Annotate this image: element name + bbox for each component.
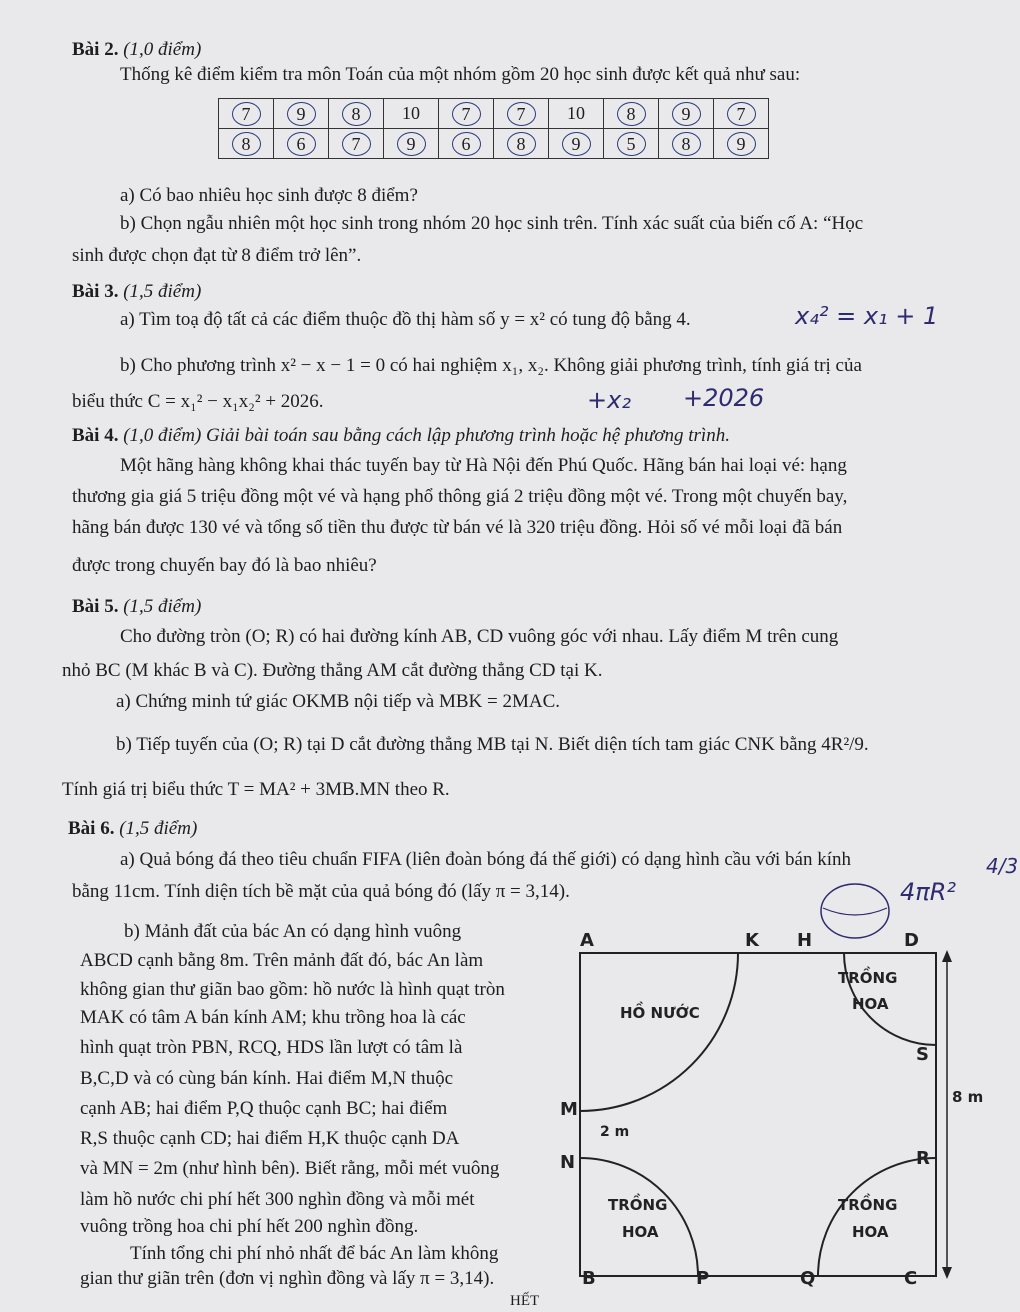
bai2-heading	[72, 38, 201, 62]
handwritten-sphere-sketch	[815, 880, 895, 942]
cell-value: 5	[617, 132, 646, 156]
point-p: P	[696, 1268, 710, 1289]
point-c: C	[904, 1268, 918, 1289]
point-m: M	[560, 1099, 578, 1120]
bai5-heading	[72, 595, 201, 619]
table-cell	[329, 99, 384, 129]
table-row	[219, 99, 769, 129]
point-q: Q	[800, 1268, 816, 1289]
flower-arc-c	[818, 1158, 936, 1276]
cell-value: 7	[452, 102, 481, 126]
cell-value: 6	[452, 132, 481, 156]
handwritten-note-2: +x₂	[587, 386, 631, 414]
cell-value: 7	[727, 102, 756, 126]
bai3-question-a: a) Tìm toạ độ tất cả các điểm thuộc đồ thị hàm số y = x² có tung độ bằng 4.	[120, 309, 691, 330]
cell-value: 7	[507, 102, 536, 126]
cell-value: 8	[232, 132, 261, 156]
cell-value: 6	[287, 132, 316, 156]
table-cell	[549, 99, 604, 129]
bai6-b-line: gian thư giãn trên (đơn vị nghìn đồng và lấy π = 3,14).	[80, 1268, 495, 1289]
bai3-heading	[72, 280, 201, 304]
pond-arc	[580, 953, 738, 1111]
bai3-question-b-line2: biểu thức C = x₁² − x₁x₂² + 2026.	[72, 391, 324, 412]
handwritten-note-1: x₄² = x₁ + 1	[795, 302, 939, 330]
score-table	[218, 98, 769, 159]
point-a: A	[580, 930, 594, 951]
flower-label-c-2: HOA	[852, 1223, 889, 1241]
garden-figure	[560, 920, 1000, 1292]
bai5-question-a: a) Chứng minh tứ giác OKMB nội tiếp và MBK = 2MAC.	[116, 691, 561, 712]
bai5-question-b-line2: Tính giá trị biểu thức T = MA² + 3MB.MN theo R.	[62, 779, 450, 800]
table-cell	[439, 99, 494, 129]
bai6-question-a-line1: a) Quả bóng đá theo tiêu chuẩn FIFA (liên đoàn bóng đá thế giới) có dạng hình cầu với bán kính	[120, 849, 852, 870]
bai3-score: (1,5 điểm)	[123, 281, 202, 302]
footer-end: HẾT	[510, 1293, 540, 1309]
table-cell	[714, 99, 769, 129]
bai6-question-a-line2: bằng 11cm. Tính diện tích bề mặt của quả bóng đó (lấy π = 3,14).	[72, 881, 570, 902]
bai5-score: (1,5 điểm)	[123, 596, 202, 617]
cell-value: 7	[342, 132, 371, 156]
table-cell	[549, 129, 604, 159]
point-b: B	[582, 1268, 596, 1289]
point-k: K	[745, 930, 759, 951]
handwritten-note-4: 4πR²	[900, 878, 957, 906]
point-h: H	[797, 930, 813, 951]
table-cell	[219, 99, 274, 129]
flower-label-c-1: TRỒNG	[838, 1196, 898, 1214]
bai6-b-line: R,S thuộc cạnh CD; hai điểm H,K thuộc cạnh DA	[80, 1128, 460, 1149]
table-cell	[384, 129, 439, 159]
table-cell	[219, 129, 274, 159]
bai6-b-line: b) Mảnh đất của bác An có dạng hình vuông	[124, 921, 462, 942]
point-s: S	[916, 1044, 929, 1065]
bai6-b-line: làm hồ nước chi phí hết 300 nghìn đồng và mỗi mét	[80, 1189, 475, 1210]
bai6-b-line: ABCD cạnh bằng 8m. Trên mảnh đất đó, bác An làm	[80, 950, 484, 971]
cell-value: 9	[562, 132, 591, 156]
bai4-line4: được trong chuyến bay đó là bao nhiêu?	[72, 555, 377, 576]
bai6-b-line: vuông trồng hoa chi phí hết 200 nghìn đồng.	[80, 1216, 419, 1237]
bai3-question-b-line1: b) Cho phương trình x² − x − 1 = 0 có hai nghiệm x₁, x₂. Không giải phương trình, tính giá trị của	[120, 355, 862, 376]
table-cell	[604, 99, 659, 129]
bai6-b-line: Tính tổng chi phí nhỏ nhất để bác An làm không	[130, 1243, 499, 1264]
flower-label-b-1: TRỒNG	[608, 1196, 668, 1214]
cell-value: 8	[507, 132, 536, 156]
cell-value: 7	[232, 102, 261, 126]
bai2-question-b-line1: b) Chọn ngẫu nhiên một học sinh trong nhóm 20 học sinh trên. Tính xác suất của biến cố A: “Học	[120, 213, 864, 234]
cell-value: 10	[402, 103, 420, 123]
bai2-question-b-line2: sinh được chọn đạt từ 8 điểm trở lên”.	[72, 245, 362, 266]
bai5-line2: nhỏ BC (M khác B và C). Đường thẳng AM cắt đường thẳng CD tại K.	[62, 660, 603, 681]
point-n: N	[560, 1152, 576, 1173]
cell-value: 10	[567, 103, 585, 123]
cell-value: 9	[672, 102, 701, 126]
handwritten-note-5: 4/3	[986, 854, 1019, 878]
cell-value: 8	[672, 132, 701, 156]
table-cell	[714, 129, 769, 159]
table-cell	[659, 99, 714, 129]
bai6-b-line: hình quạt tròn PBN, RCQ, HDS lần lượt có tâm là	[80, 1037, 463, 1058]
bai6-b-line: và MN = 2m (như hình bên). Biết rằng, mỗi mét vuông	[80, 1158, 500, 1179]
bai4-line1: Một hãng hàng không khai thác tuyến bay từ Hà Nội đến Phú Quốc. Hãng bán hai loại vé: hạng	[120, 455, 847, 476]
bai6-b-line: cạnh AB; hai điểm P,Q thuộc cạnh BC; hai điểm	[80, 1098, 448, 1119]
cell-value: 9	[727, 132, 756, 156]
bai3-title: Bài 3.	[72, 281, 119, 302]
cell-value: 8	[617, 102, 646, 126]
table-cell	[274, 99, 329, 129]
table-row	[219, 129, 769, 159]
bai5-line1: Cho đường tròn (O; R) có hai đường kính AB, CD vuông góc với nhau. Lấy điểm M trên cung	[120, 626, 839, 647]
mn-length-label: 2 m	[600, 1124, 630, 1140]
point-r: R	[916, 1148, 930, 1169]
bai2-question-a: a) Có bao nhiêu học sinh được 8 điểm?	[120, 185, 418, 206]
table-cell	[604, 129, 659, 159]
table-cell	[384, 99, 439, 129]
bai6-b-line: B,C,D và có cùng bán kính. Hai điểm M,N thuộc	[80, 1068, 454, 1089]
point-d: D	[904, 930, 919, 951]
table-cell	[494, 129, 549, 159]
arrow-down-icon	[942, 1267, 952, 1279]
table-cell	[659, 129, 714, 159]
bai4-score: (1,0 điểm) Giải bài toán sau bằng cách lập phương trình hoặc hệ phương trình.	[123, 425, 730, 446]
pond-label: HỒ NƯỚC	[620, 1004, 700, 1022]
bai2-score: (1,0 điểm)	[123, 39, 202, 60]
table-cell	[329, 129, 384, 159]
flower-label-d-1: TRỒNG	[838, 969, 898, 987]
table-cell	[439, 129, 494, 159]
side-length-label: 8 m	[952, 1088, 984, 1106]
bai2-title: Bài 2.	[72, 39, 119, 60]
table-cell	[494, 99, 549, 129]
cell-value: 9	[287, 102, 316, 126]
bai6-heading	[68, 817, 197, 841]
handwritten-note-3: +2026	[683, 384, 765, 412]
bai4-line2: thương gia giá 5 triệu đồng một vé và hạng phổ thông giá 2 triệu đồng một vé. Trong một chuyến bay,	[72, 486, 848, 507]
bai5-question-b-line1: b) Tiếp tuyến của (O; R) tại D cắt đường thẳng MB tại N. Biết diện tích tam giác CNK bằng 4R²/9.	[116, 734, 869, 755]
bai6-score: (1,5 điểm)	[119, 818, 198, 839]
bai4-heading	[72, 424, 730, 448]
table-cell	[274, 129, 329, 159]
bai4-line3: hãng bán được 130 vé và tổng số tiền thu được từ bán vé là 320 triệu đồng. Hỏi số vé mỗi loại đã bán	[72, 517, 843, 538]
bai4-title: Bài 4.	[72, 425, 119, 446]
bai6-b-line: MAK có tâm A bán kính AM; khu trồng hoa là các	[80, 1007, 466, 1028]
arrow-up-icon	[942, 950, 952, 962]
flower-arc-b	[580, 1158, 698, 1276]
bai6-title: Bài 6.	[68, 818, 115, 839]
bai6-b-line: không gian thư giãn bao gồm: hồ nước là hình quạt tròn	[80, 979, 505, 1000]
flower-label-d-2: HOA	[852, 995, 889, 1013]
cell-value: 8	[342, 102, 371, 126]
flower-label-b-2: HOA	[622, 1223, 659, 1241]
cell-value: 9	[397, 132, 426, 156]
bai2-intro: Thống kê điểm kiểm tra môn Toán của một nhóm gồm 20 học sinh được kết quả như sau:	[120, 64, 801, 85]
bai5-title: Bài 5.	[72, 596, 119, 617]
